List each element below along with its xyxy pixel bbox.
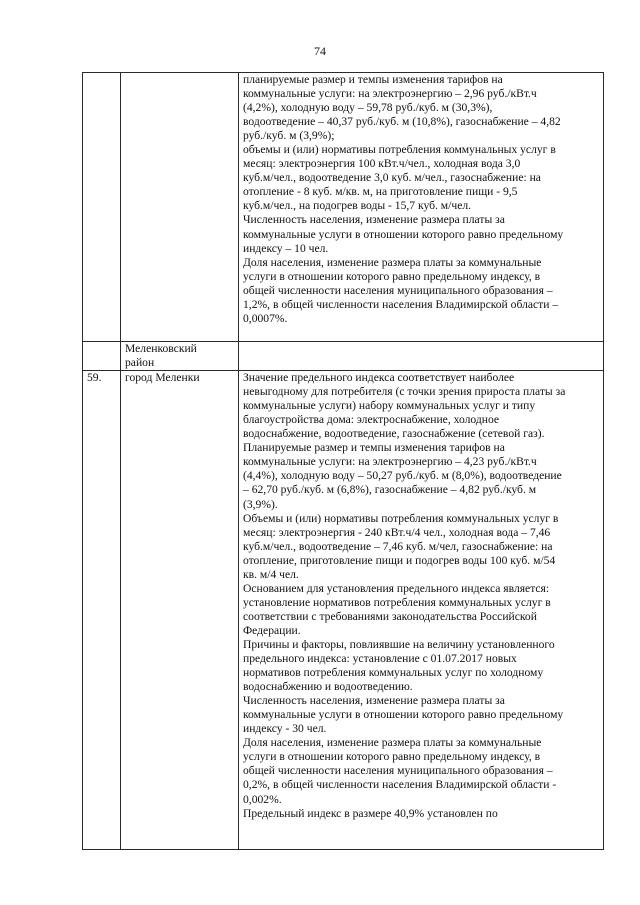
text-line: куб.м/чел., водоотведение – 7,46 куб. м/чел, газоснабжение: на bbox=[243, 539, 553, 553]
municipality-name bbox=[121, 73, 239, 342]
text-line: объемы и (или) нормативы потребления коммунальных услуг в bbox=[243, 143, 556, 157]
text-line: предельного индекса: установление с 01.07.2017 новых bbox=[243, 652, 517, 666]
text-line: услуги в отношении которого равно предельному индексу, в bbox=[243, 750, 541, 764]
text-line: 0,0007%. bbox=[243, 311, 288, 325]
row-number: 59. bbox=[83, 371, 121, 850]
text-line: город Меленки bbox=[125, 371, 200, 385]
text-line: Значение предельного индекса соответствует наиболее bbox=[243, 371, 515, 385]
text-line: (4,2%), холодную воду – 59,78 руб./куб. м (30,3%), bbox=[243, 101, 493, 115]
index-description bbox=[239, 371, 604, 850]
text-line: Численность населения, изменение размера платы за bbox=[243, 694, 505, 708]
text-line: отопление, приготовление пищи и подогрев воды 100 куб. м/54 bbox=[243, 553, 556, 567]
text-line: установление нормативов потребления коммунальных услуг в bbox=[243, 595, 551, 609]
text-line: коммунальные услуги) набору коммунальных услуг и типу bbox=[243, 399, 536, 413]
text-line: услуги в отношении которого равно предельному индексу, в bbox=[243, 269, 541, 283]
text-line: коммунальные услуги в отношении которого равно предельному bbox=[243, 708, 564, 722]
text-line: индексу - 30 чел. bbox=[243, 722, 327, 736]
district-name bbox=[121, 342, 239, 371]
text-line: 0,002%. bbox=[243, 792, 282, 806]
text-line: месяц: электроэнергия 100 кВт.ч/чел., холодная вода 3,0 bbox=[243, 157, 521, 171]
text-line: водоснабжение, водоотведение, газоснабжение (сетевой газ). bbox=[243, 427, 545, 441]
text-line: Объемы и (или) нормативы потребления коммунальных услуг в bbox=[243, 511, 559, 525]
index-description bbox=[239, 73, 604, 342]
text-line: водоснабжению и водоотведению. bbox=[243, 680, 413, 694]
text-line: планируемые размер и темпы изменения тарифов на bbox=[243, 73, 503, 86]
table-row bbox=[83, 342, 604, 371]
text-line: водоотведение – 40,37 руб./куб. м (10,8%), газоснабжение – 4,82 bbox=[243, 115, 561, 129]
text-line: (4,4%), холодную воду – 50,27 руб./куб. м (8,0%), водоотведение bbox=[243, 469, 562, 483]
text-line: Планируемые размер и темпы изменения тарифов на bbox=[243, 441, 505, 455]
text-line: невыгодному для потребителя (с точки зрения прироста платы за bbox=[243, 385, 566, 399]
text-line: общей численности населения муниципального образования – bbox=[243, 764, 553, 778]
text-line: нормативов потребления коммунальных услуг по холодному bbox=[243, 666, 544, 680]
text-line: кв. м/4 чел. bbox=[243, 567, 299, 581]
text-line: индексу – 10 чел. bbox=[243, 241, 329, 255]
text-line: благоустройства дома: электроснабжение, холодное bbox=[243, 413, 500, 427]
text-line: коммунальные услуги: на электроэнергию – 2,96 руб./кВт.ч bbox=[243, 87, 537, 101]
text-line: 1,2%, в общей численности населения Владимирской области – bbox=[243, 297, 559, 311]
page-number: 74 bbox=[314, 44, 326, 58]
text-line: Доля населения, изменение размера платы за коммунальные bbox=[243, 255, 542, 269]
text-line: отопление - 8 куб. м/кв. м, на приготовление пищи - 9,5 bbox=[243, 185, 518, 199]
row-number bbox=[83, 73, 121, 342]
text-line: куб.м/чел., водоотведение 3,0 куб. м/чел., газоснабжение: на bbox=[243, 171, 541, 185]
text-line: руб./куб. м (3,9%); bbox=[243, 129, 335, 143]
text-line: (3,9%). bbox=[243, 497, 278, 511]
text-line: Основанием для установления предельного индекса является: bbox=[243, 581, 550, 595]
text-line: Федерации. bbox=[243, 623, 301, 637]
text-line: общей численности населения муниципального образования – bbox=[243, 283, 553, 297]
table-row bbox=[83, 73, 604, 342]
text-line: – 62,70 руб./куб. м (6,8%), газоснабжение – 4,82 руб./куб. м bbox=[243, 483, 537, 497]
municipality-name bbox=[121, 371, 239, 850]
text-line: куб.м/чел., на подогрев воды - 15,7 куб. м/чел. bbox=[243, 199, 472, 213]
text-line: коммунальные услуги: на электроэнергию – 4,23 руб./кВт.ч bbox=[243, 455, 537, 469]
index-table bbox=[82, 72, 604, 850]
text-line: Причины и факторы, повлиявшие на величину установленного bbox=[243, 637, 555, 651]
index-description bbox=[239, 342, 604, 371]
table-row bbox=[83, 371, 604, 850]
text-line: соответствии с требованиями законодательства Российской bbox=[243, 609, 537, 623]
text-line: Предельный индекс в размере 40,9% установлен по bbox=[243, 806, 498, 820]
text-line: район bbox=[125, 356, 155, 370]
text-line: Меленковский bbox=[125, 342, 197, 355]
text-line: Доля населения, изменение размера платы за коммунальные bbox=[243, 736, 542, 750]
row-number bbox=[83, 342, 121, 371]
text-line: Численность населения, изменение размера платы за bbox=[243, 213, 505, 227]
text-line: 0,2%, в общей численности населения Владимирской области - bbox=[243, 778, 557, 792]
text-line: коммунальные услуги в отношении которого равно предельному bbox=[243, 227, 564, 241]
text-line: месяц: электроэнергия - 240 кВт.ч/4 чел., холодная вода – 7,46 bbox=[243, 525, 551, 539]
